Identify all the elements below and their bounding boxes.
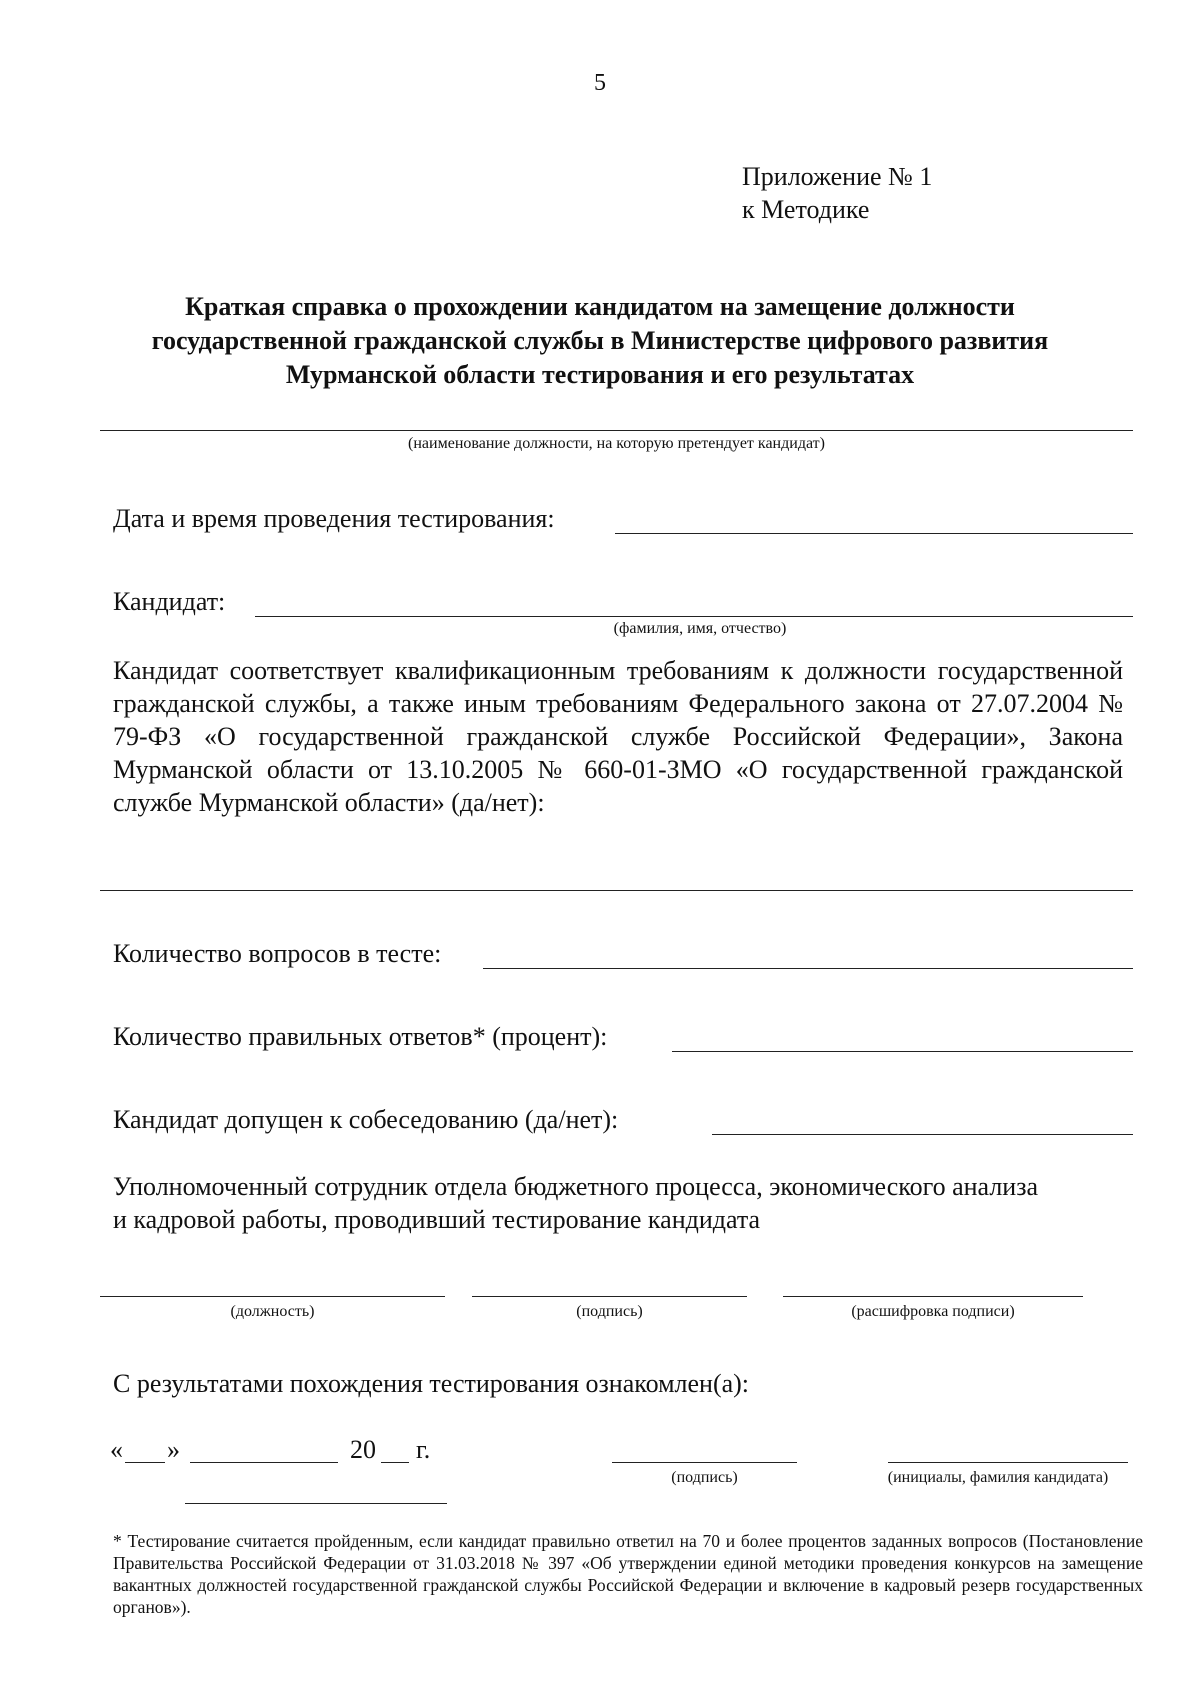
ack-month-field[interactable] — [190, 1434, 338, 1463]
footnote-separator — [185, 1503, 447, 1504]
official-position-caption: (должность) — [230, 1303, 315, 1320]
candidate-label: Кандидат: — [113, 587, 226, 616]
test-date-label: Дата и время проведения тестирования: — [113, 504, 555, 533]
appendix-label — [742, 160, 932, 226]
candidate-signature-caption: (подпись) — [671, 1469, 738, 1486]
candidate-initials-caption: (инициалы, фамилия кандидата) — [887, 1469, 1109, 1486]
candidate-name-caption: (фамилия, имя, отчество) — [613, 620, 787, 637]
ack-quote-close: » — [167, 1435, 180, 1464]
title-line-3: Мурманской области тестирования и его результатах — [285, 360, 915, 389]
official-position-line[interactable] — [100, 1296, 445, 1297]
candidate-signature-line[interactable] — [612, 1462, 797, 1463]
title-line-2: государственной гражданской службы в Министерстве цифрового развития — [151, 326, 1049, 355]
ack-day-field[interactable] — [125, 1434, 165, 1463]
title-line-1: Краткая справка о прохождении кандидатом на замещение должности — [185, 292, 1015, 321]
document-title — [100, 290, 1100, 392]
official-signature-caption: (подпись) — [576, 1303, 643, 1320]
official-decoding-line[interactable] — [783, 1296, 1083, 1297]
compliance-paragraph: Кандидат соответствует квалификационным требованиям к должности государственной гражданской службы, а также иным требованиям Федерального закона от 27.07.2004 № 79-ФЗ «О государственной гражданской службе Российской Федерации», Закона Мурманской области от 13.10.2005 № 660-01-ЗМО «О государственной гражданской службе Мурманской области» (да/нет): — [113, 656, 1123, 817]
ack-year-field[interactable] — [381, 1434, 409, 1463]
questions-count-label: Количество вопросов в тесте: — [113, 939, 442, 968]
official-signature-line[interactable] — [472, 1296, 747, 1297]
admitted-field[interactable] — [712, 1106, 1133, 1135]
official-line-2: и кадровой работы, проводивший тестирование кандидата — [113, 1205, 761, 1234]
admitted-label: Кандидат допущен к собеседованию (да/нет): — [113, 1105, 619, 1134]
official-line-1: Уполномоченный сотрудник отдела бюджетного процесса, экономического анализа — [113, 1172, 1039, 1201]
ack-quote-open: « — [110, 1435, 123, 1464]
ack-year-prefix: 20 — [350, 1435, 376, 1464]
official-description — [113, 1170, 1153, 1236]
questions-count-field[interactable] — [483, 940, 1133, 969]
candidate-initials-line[interactable] — [888, 1462, 1128, 1463]
ack-year-suffix: г. — [416, 1435, 431, 1464]
compliance-answer-field[interactable] — [100, 862, 1133, 891]
candidate-name-field[interactable] — [255, 588, 1133, 617]
correct-answers-field[interactable] — [672, 1023, 1133, 1052]
acknowledgment-label: С результатами похождения тестирования ознакомлен(а): — [113, 1369, 750, 1398]
appendix-line-2: к Методике — [742, 195, 870, 224]
position-name-caption: (наименование должности, на которую претендует кандидат) — [408, 435, 825, 452]
test-date-field[interactable] — [615, 505, 1133, 534]
appendix-line-1: Приложение № 1 — [742, 162, 933, 191]
footnote: * Тестирование считается пройденным, если кандидат правильно ответил на 70 и более процентов заданных вопросов (Постановление Правительства Российской Федерации от 31.03.2018 № 397 «Об утверждении единой методики проведения конкурсов на замещение вакантных должностей государственной гражданской службы Российской Федерации и включение в кадровый резерв государственных органов»). — [113, 1531, 1143, 1617]
position-name-field[interactable] — [100, 430, 1133, 431]
page-number: 5 — [594, 70, 606, 96]
correct-answers-label: Количество правильных ответов* (процент): — [113, 1022, 608, 1051]
official-decoding-caption: (расшифровка подписи) — [851, 1303, 1015, 1320]
